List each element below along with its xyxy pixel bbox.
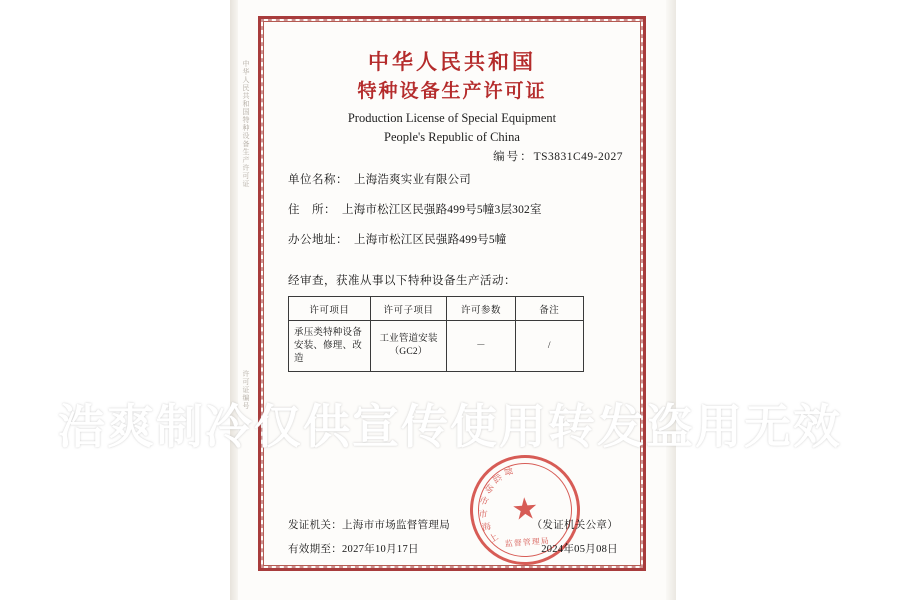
seal-star-icon: ★ <box>510 492 540 527</box>
side-margin-text-primary: 中华人民共和国特种设备生产许可证 <box>242 60 250 188</box>
watermark-text: 浩爽制冷仅供宣传使用转发盗用无效 <box>58 400 842 455</box>
validity-value: 2027年10月17日 <box>342 544 419 555</box>
seal-note: （发证机关公章） <box>531 520 618 531</box>
certificate-number-label: 编号： <box>493 151 534 163</box>
column-header-parameter: 许可参数 <box>447 297 515 321</box>
cell-subitem <box>370 321 446 372</box>
info-row <box>288 202 628 218</box>
cell-remark <box>515 321 583 372</box>
title-english-country: People's Republic of China <box>384 130 520 144</box>
info-row <box>288 172 628 188</box>
side-margin-text-secondary: 许可证编号 <box>242 370 250 410</box>
title-chinese-license: 特种设备生产许可证 <box>357 80 547 102</box>
info-row <box>288 232 628 248</box>
table-header-row <box>289 297 584 321</box>
certificate-footer <box>288 518 618 566</box>
company-info-block <box>288 172 628 262</box>
company-name-label: 单位名称： <box>288 174 348 186</box>
cell-remark-text: / <box>547 340 551 351</box>
certificate-number-value: TS3831C49-2027 <box>533 151 623 163</box>
column-header-remark: 备注 <box>515 297 583 321</box>
issuer-value: 上海市市场监督管理局 <box>342 520 450 531</box>
footer-row-issuer <box>288 518 618 534</box>
page-right-edge <box>666 0 676 600</box>
residence-label: 住 所： <box>288 204 336 216</box>
cell-parameter <box>447 321 515 372</box>
seal-arc-text: 上 海 市 市 场 监 督 <box>477 466 514 546</box>
issuer-line <box>288 518 450 534</box>
title-english-license: Production License of Special Equipment <box>347 111 557 125</box>
issuer-label: 发证机关： <box>288 520 342 531</box>
title-chinese-country: 中华人民共和国 <box>368 49 536 74</box>
cell-item-text: 承压类特种设备安装、修理、改造 <box>294 327 362 364</box>
title-block <box>263 48 641 147</box>
certificate-number <box>263 148 623 164</box>
validity-line <box>288 542 419 558</box>
table-row <box>289 321 584 372</box>
office-address-value: 上海市松江区民强路499号5幢 <box>354 234 507 246</box>
license-scope-table <box>288 296 584 372</box>
issue-date: 2024年05月08日 <box>541 544 618 555</box>
cell-item <box>289 321 371 372</box>
column-header-subitem: 许可子项目 <box>370 297 446 321</box>
company-name-value: 上海浩爽实业有限公司 <box>354 174 471 186</box>
office-address-label: 办公地址： <box>288 234 348 246</box>
column-header-item: 许可项目 <box>289 297 371 321</box>
seal-bottom-text: 监督管理局 <box>504 536 551 549</box>
cell-parameter-text: － <box>476 340 486 351</box>
approval-sentence: 经审查，获准从事以下特种设备生产活动： <box>288 275 516 287</box>
residence-value: 上海市松江区民强路499号5幢3层302室 <box>342 204 542 216</box>
validity-label: 有效期至： <box>288 544 342 555</box>
cell-subitem-text: 工业管道安装（GC2） <box>379 334 438 357</box>
footer-row-validity <box>288 542 618 558</box>
